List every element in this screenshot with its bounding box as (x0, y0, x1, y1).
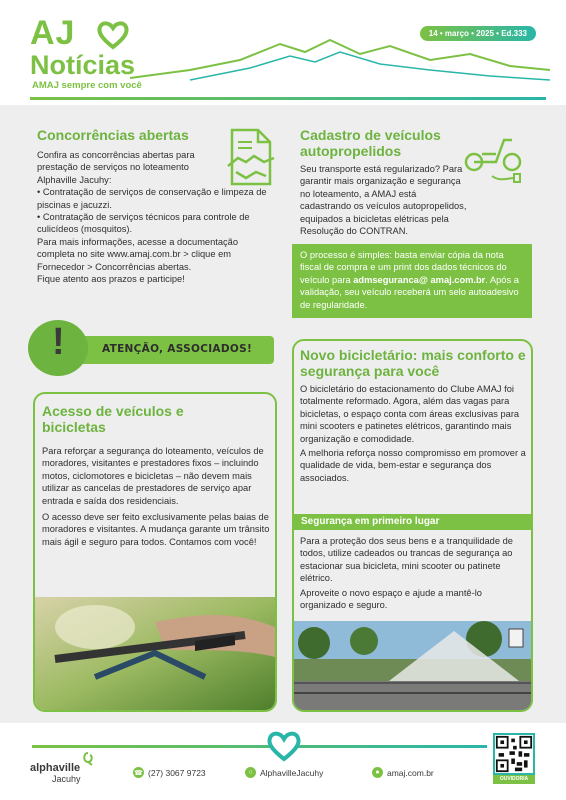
seguranca-subtitle: Segurança em primeiro lugar (294, 514, 531, 530)
seguranca-paragraph-1: Para a proteção dos seus bens e a tranquilidade de todos, utilize cadeados ou trancas de segurança ao estacionar sua bicicleta, mini scooter ou patinete elétrico. (300, 536, 513, 584)
attention-text: ATENÇÃO, ASSOCIADOS! (102, 343, 253, 355)
alphaville-logo (30, 762, 81, 784)
seguranca-body (300, 535, 530, 611)
instagram-handle: AlphavilleJacuhy (260, 767, 324, 778)
cadastro-body: Seu transporte está regularizado? Para garantir mais organização e segurança no loteamento, a AMAJ está cadastrando os veículos autopropelidos, equipados a bicicletas elétricas pela Resolução do CONTRAN. (300, 164, 467, 237)
cadastro-process-box (292, 244, 532, 318)
acesso-body (42, 445, 274, 548)
logo-aj: AJ (30, 14, 76, 52)
concorrencias-intro: Confira as concorrências abertas para prestação de serviços no loteamento Alphaville Jacuhy: (37, 150, 195, 185)
globe-icon: ● (372, 767, 383, 778)
cadastro-email-link[interactable]: admseguranca@ amaj.com.br (353, 274, 486, 285)
acesso-paragraph-1: Para reforçar a segurança do loteamento, veículos de moradores, visitantes e prestadores fixos – incluindo motos, ciclomotores e bicicletas – não devem mais utilizar as cancelas de prestadores de serviço apar entrada e saída dos residenciais. (42, 446, 264, 506)
bike-rack-photo (294, 621, 531, 710)
bicicletario-paragraph-1: O bicicletário do estacionamento do Clube AMAJ foi totalmente reformado. Agora, além das vagas para bicicletas, o espaço conta com áreas exclusivas para mini scooters e patinetes elétricos, garantindo mais organização e comodidade. (300, 384, 520, 444)
instagram-icon: ○ (245, 767, 256, 778)
acesso-title: Acesso de veículos e bicicletas (42, 403, 184, 435)
alphaville-brand: alphaville (30, 762, 81, 774)
header (0, 0, 566, 105)
site-url: amaj.com.br (387, 767, 434, 778)
acesso-paragraph-2: O acesso deve ser feito exclusivamente pelas baias de moradores e visitantes. A mudança garante um trânsito mais ágil e seguro para todos. Contamos com você! (42, 512, 270, 547)
edition-badge: 14 • março • 2025 • Ed.333 (420, 26, 536, 41)
ouvidoria-qr-code[interactable] (493, 733, 535, 775)
cadastro-process-pre: O processo é simples: basta enviar cópia da nota fiscal de compra e um print dos dados técnicos do veículo para (300, 250, 507, 285)
handshake-document-icon (226, 126, 276, 192)
electric-scooter-icon (462, 126, 524, 186)
concorrencias-info: Para mais informações, acesse a documentação completa no site www.amaj.com.br > clique em Fornecedor > Concorrências abertas. (37, 236, 239, 272)
bicicletario-title: Novo bicicletário: mais conforto e segurança para você (300, 347, 526, 379)
site-contact[interactable] (372, 767, 434, 778)
heart-icon (266, 730, 302, 762)
phone-icon: ☎ (133, 767, 144, 778)
alphaville-sub: Jacuhy (52, 774, 81, 784)
exclamation-icon: ! (52, 321, 65, 363)
seguranca-paragraph-2: Aproveite o novo espaço e ajude a mantê-lo organizado e seguro. (300, 587, 482, 611)
concorrencias-title: Concorrências abertas (37, 127, 189, 143)
concorrencias-closing: Fique atento aos prazos e participe! (37, 274, 185, 285)
header-divider (30, 97, 546, 100)
heart-logo-icon (96, 20, 130, 50)
phone-contact[interactable] (133, 767, 206, 778)
cadastro-title: Cadastro de veículos autopropelidos (300, 127, 441, 159)
concorrencias-item-1: • Contratação de serviços de conservação e limpeza de piscinas e jacuzzi. (37, 187, 267, 210)
tagline: AMAJ sempre com você (32, 80, 142, 91)
cadastro-process-post: . Após a validação, seu veículo receberá um selo autoadesivo de regularidade. (300, 274, 519, 310)
ouvidoria-label: OUVIDORIA (493, 775, 535, 784)
instagram-contact[interactable] (245, 767, 323, 778)
logo-noticias: Notícias (30, 50, 136, 80)
concorrencias-item-2: • Contratação de serviços técnicos para controle de culicídeos (mosquitos). (37, 212, 250, 235)
alphaville-mark-icon (82, 752, 94, 766)
bicycle-handlebar-photo (35, 597, 275, 710)
bicicletario-paragraph-2: A melhoria reforça nosso compromisso em promover a qualidade de vida, bem-estar e segurança dos associados. (300, 448, 526, 483)
footer-divider (32, 745, 487, 748)
bicicletario-body (300, 383, 530, 484)
phone-number: (27) 3067 9723 (148, 767, 206, 778)
